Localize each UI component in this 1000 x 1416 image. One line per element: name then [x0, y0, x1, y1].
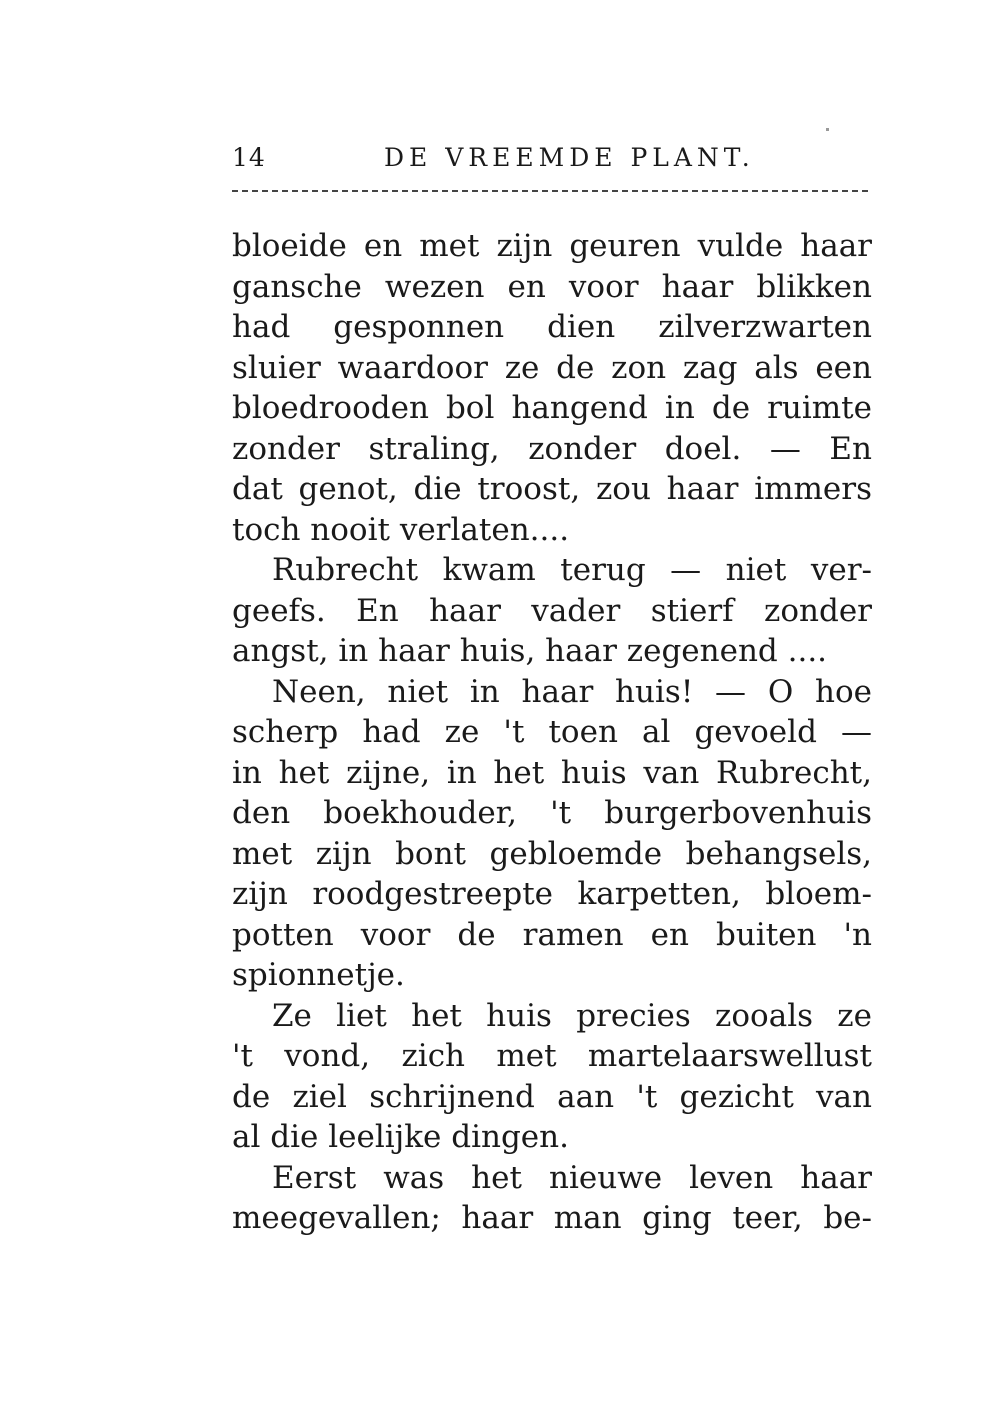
- text-line: scherp had ze 't toen al gevoeld —: [232, 714, 872, 750]
- text-line: Ze liet het huis precies zooals ze: [272, 997, 872, 1034]
- text-line: zijn roodgestreepte karpetten, bloem-: [232, 876, 872, 912]
- text-line: 't vond, zich met martelaarswellust: [232, 1038, 872, 1074]
- text-line: al die leelijke dingen.: [232, 1119, 569, 1155]
- scan-speck: [826, 128, 829, 131]
- text-line: dat genot, die troost, zou haar immers: [232, 471, 872, 507]
- page-number: 14: [232, 143, 266, 172]
- text-line: gansche wezen en voor haar blikken: [232, 268, 872, 305]
- text-line: bloeide en met zijn geuren vulde haar: [232, 228, 872, 264]
- text-line: had gesponnen dien zilverzwarten: [232, 309, 872, 345]
- header-rule: [232, 190, 868, 192]
- running-title: DE VREEMDE PLANT.: [384, 143, 755, 172]
- text-line: sluier waardoor ze de zon zag als een: [232, 349, 872, 386]
- text-line: den boekhouder, 't burgerbovenhuis: [232, 795, 872, 831]
- text-line: de ziel schrijnend aan 't gezicht van: [232, 1078, 872, 1115]
- text-line: Rubrecht kwam terug — niet ver-: [272, 552, 872, 588]
- text-line: Eerst was het nieuwe leven haar: [272, 1159, 872, 1196]
- text-line: angst, in haar huis, haar zegenend ....: [232, 633, 828, 669]
- text-line: in het zijne, in het huis van Rubrecht,: [232, 754, 872, 791]
- text-line: toch nooit verlaten....: [232, 511, 570, 548]
- text-line: met zijn bont gebloemde behangsels,: [232, 835, 872, 872]
- text-line: meegevallen; haar man ging teer, be-: [232, 1200, 872, 1236]
- text-line: geefs. En haar vader stierf zonder: [232, 592, 872, 629]
- text-line: zonder straling, zonder doel. — En: [232, 430, 872, 467]
- text-line: potten voor de ramen en buiten 'n: [232, 916, 872, 953]
- body-text: [232, 226, 872, 1239]
- text-line: spionnetje.: [232, 957, 405, 993]
- page-header: [232, 143, 872, 183]
- text-line: Neen, niet in haar huis! — O hoe: [272, 673, 872, 710]
- text-line: bloedrooden bol hangend in de ruimte: [232, 390, 872, 426]
